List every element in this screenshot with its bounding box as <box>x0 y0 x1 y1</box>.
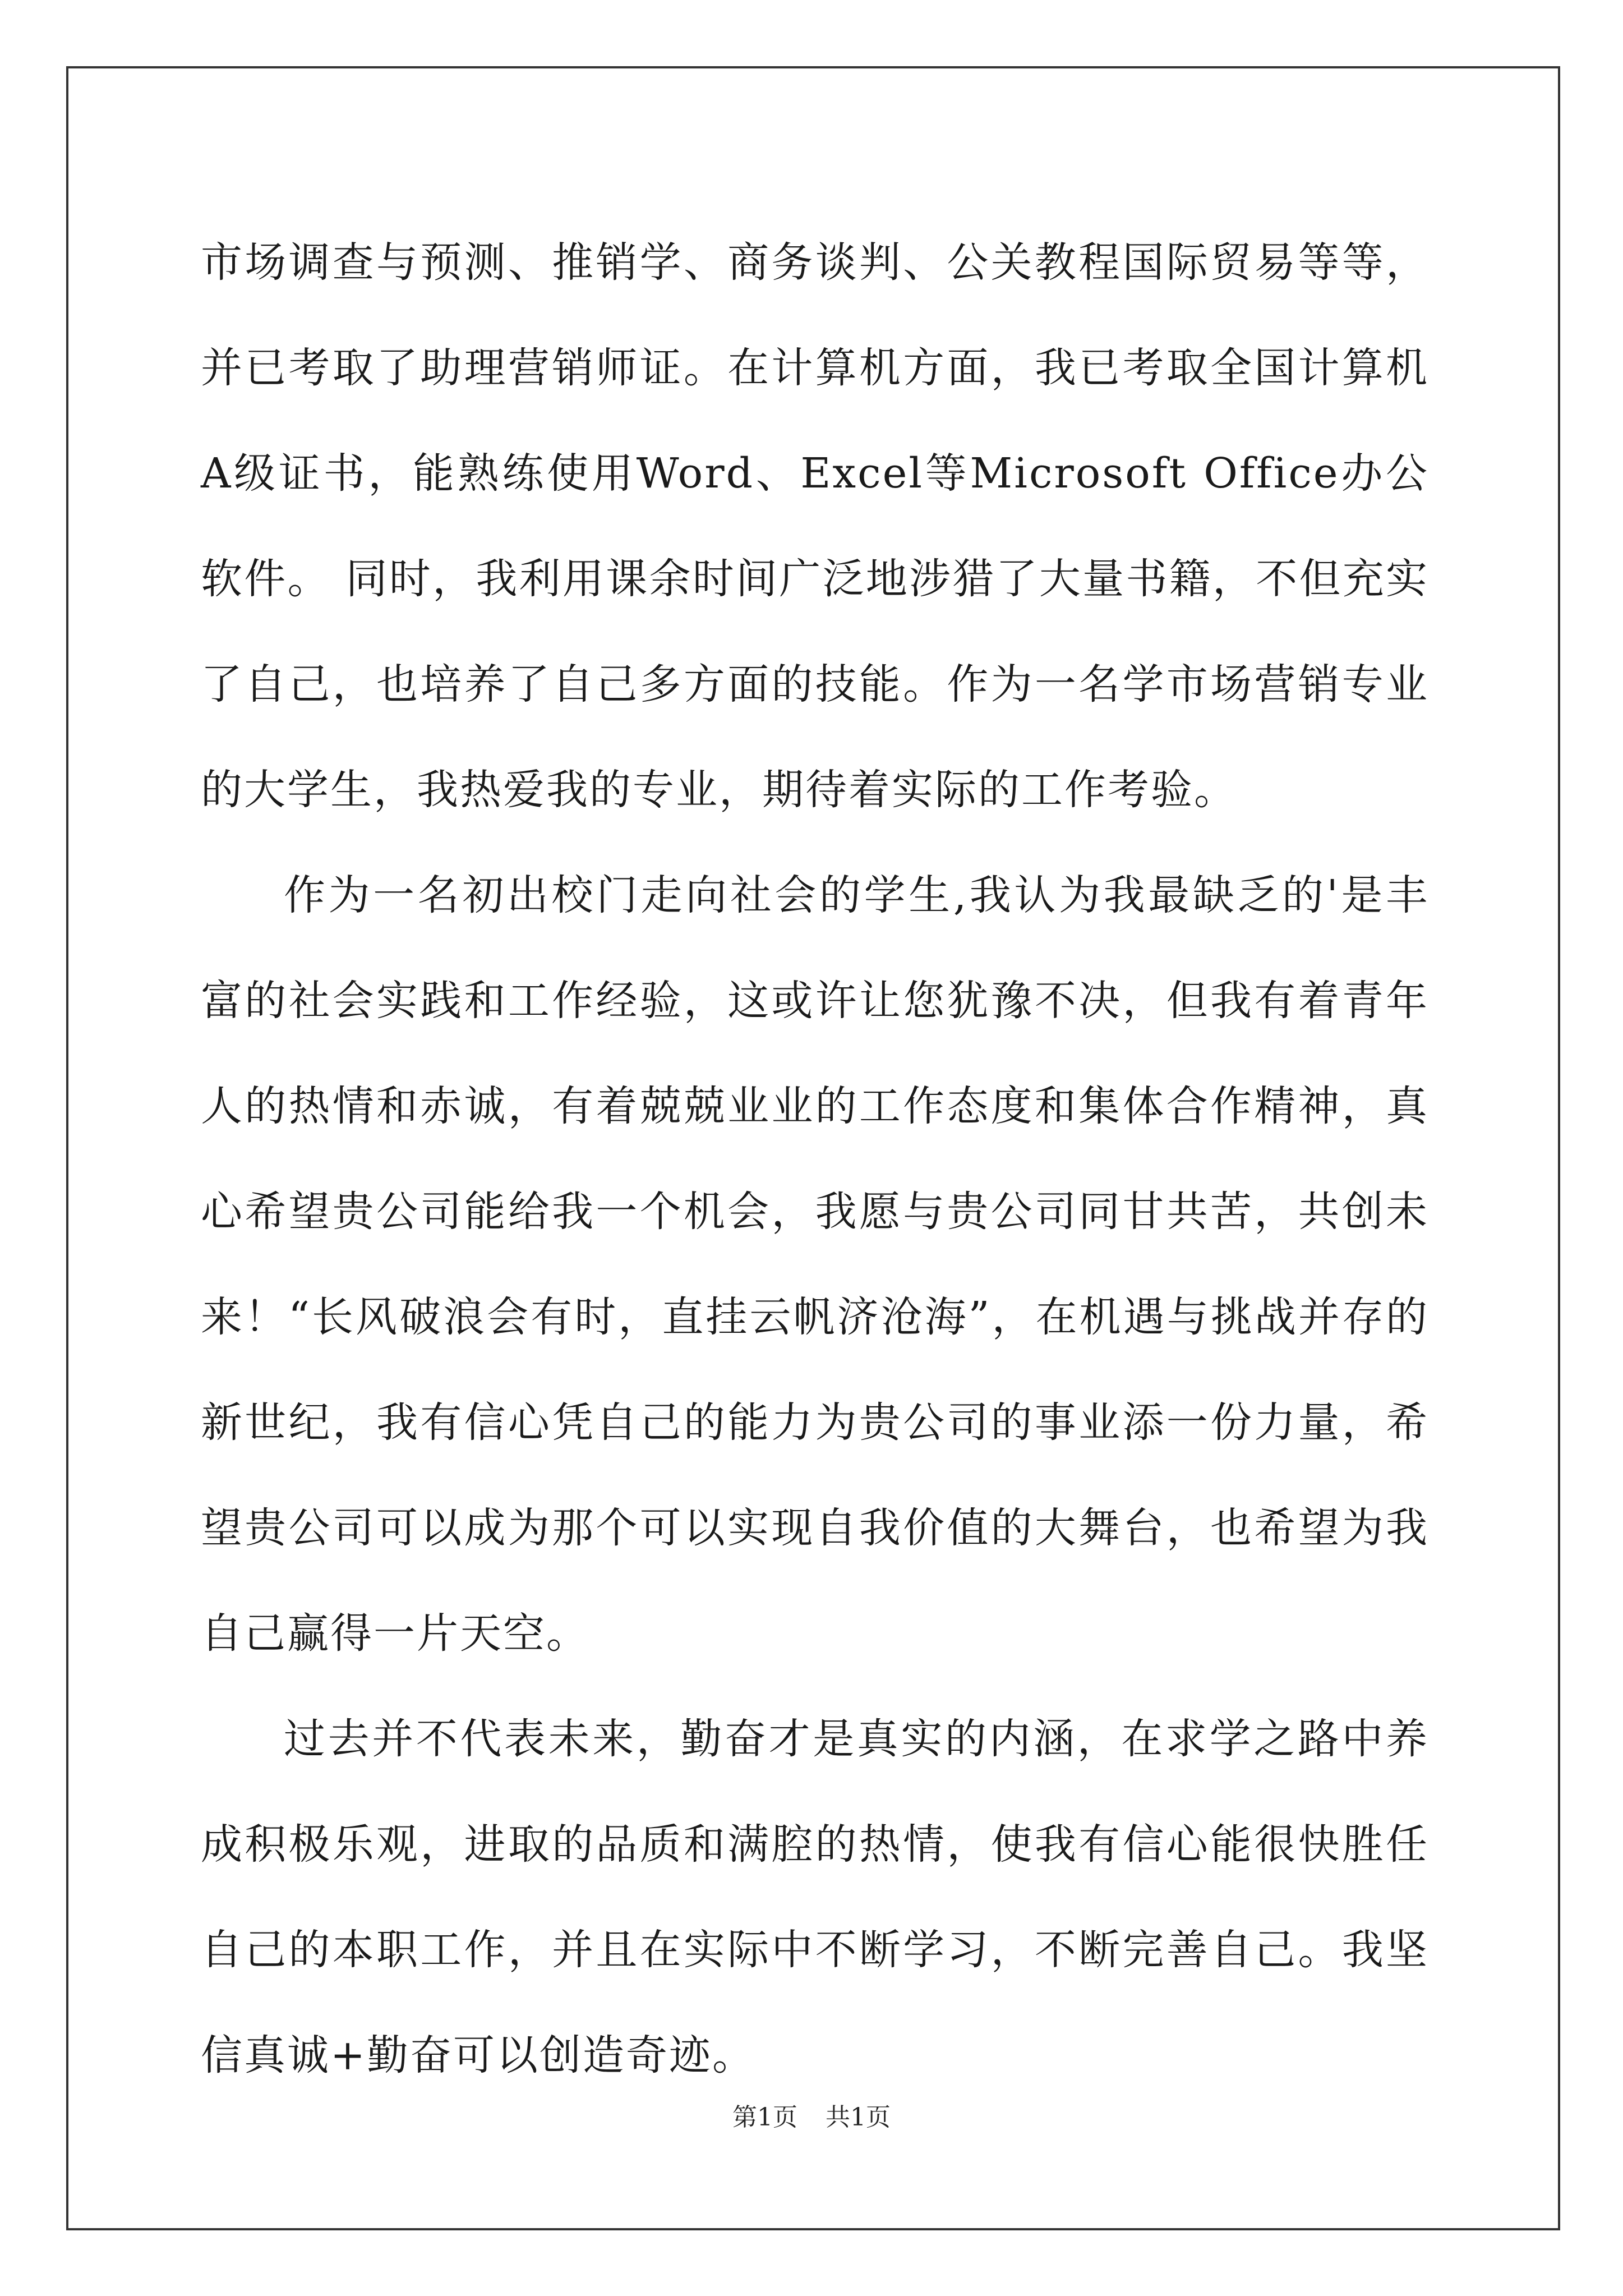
document-body <box>201 210 1429 2108</box>
paragraph-2: 作为一名初出校门走向社会的学生,我认为我最缺乏的'是丰富的社会实践和工作经验，这或许让您犹豫不决，但我有着青年人的热情和赤诚，有着兢兢业业的工作态度和集体合作精神，真心希望贵公司能给我一个机会，我愿与贵公司同甘共苦，共创未来！“长风破浪会有时，直挂云帆济沧海”，在机遇与挑战并存的新世纪，我有信心凭自己的能力为贵公司的事业添一份力量，希望贵公司可以成为那个可以实现自我价值的大舞台，也希望为我自己赢得一片天空。 <box>201 871 1429 1658</box>
page-footer <box>0 2101 1623 2134</box>
paragraph-3: 过去并不代表未来，勤奋才是真实的内涵，在求学之路中养成积极乐观，进取的品质和满腔的热情，使我有信心能很快胜任自己的本职工作，并且在实际中不断学习，不断完善自己。我坚信真诚+勤奋可以创造奇迹。 <box>201 1715 1429 2079</box>
page-total: 共1页 <box>826 2103 891 2132</box>
paragraph-1: 市场调查与预测、推销学、商务谈判、公关教程国际贸易等等，并已考取了助理营销师证。在计算机方面，我已考取全国计算机A级证书，能熟练使用Word、Excel等Microsoft Office办公软件。 同时，我利用课余时间广泛地涉猎了大量书籍，不但充实了自己，也培养了自己多方面的技能。作为一名学市场营销专业的大学生，我热爱我的专业，期待着实际的工作考验。 <box>201 238 1429 814</box>
page-number: 第1页 <box>732 2103 797 2132</box>
